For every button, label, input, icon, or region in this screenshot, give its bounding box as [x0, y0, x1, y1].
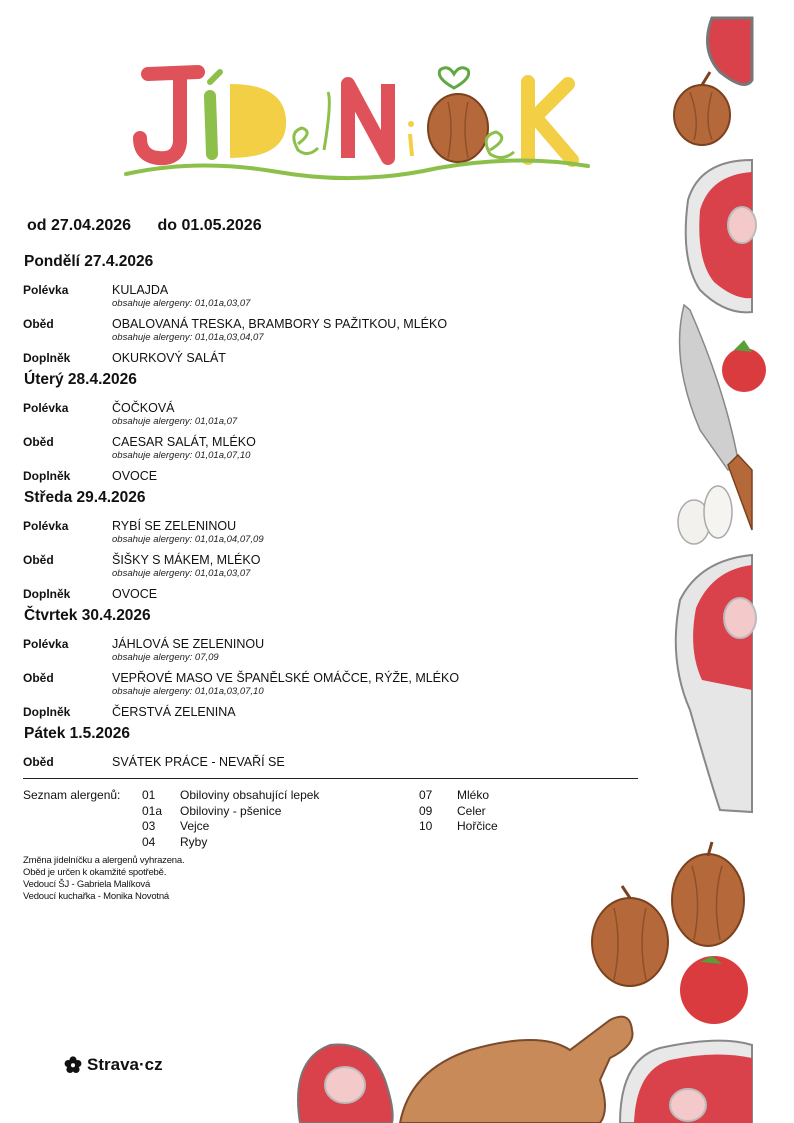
- meal-dish: OBALOVANÁ TRESKA, BRAMBORY S PAŽITKOU, MLÉKO: [112, 317, 448, 331]
- meal-dish: OVOCE: [112, 587, 158, 601]
- meal-row: [23, 670, 643, 698]
- date-from: od 27.04.2026: [27, 217, 132, 234]
- allergen-code: 10: [419, 819, 433, 833]
- allergen-legend-title: Seznam alergenů:: [23, 788, 121, 802]
- day-title: Středa 29.4.2026: [24, 489, 146, 506]
- garlic-illustration: [678, 486, 732, 544]
- knife-illustration: [680, 305, 752, 530]
- meal-dish: ČERSTVÁ ZELENINA: [112, 705, 236, 719]
- meal-allergens: obsahuje alergeny: 01,01a,07,10: [112, 450, 251, 461]
- strava-brand[interactable]: [64, 1055, 163, 1075]
- steak-illustration: [708, 18, 753, 85]
- meal-dish: CAESAR SALÁT, MLÉKO: [112, 435, 256, 449]
- cutting-board-illustration: [400, 1017, 633, 1123]
- meal-row: [23, 434, 643, 462]
- allergen-item: [419, 788, 498, 804]
- meal-row: [23, 282, 643, 310]
- allergen-name: Obiloviny obsahující lepek: [180, 788, 320, 802]
- allergen-item: [419, 804, 498, 820]
- meal-label: Doplněk: [23, 705, 71, 719]
- day-title: Pátek 1.5.2026: [24, 725, 131, 742]
- allergen-item: [419, 819, 498, 835]
- meal-label: Polévka: [23, 401, 69, 415]
- allergen-item: [142, 819, 319, 835]
- allergen-name: Hořčice: [457, 819, 498, 833]
- meal-row: [23, 400, 643, 428]
- allergen-code: 09: [419, 803, 433, 818]
- allergen-code: 01: [142, 788, 156, 802]
- note-line: Změna jídelníčku a alergenů vyhrazena.: [23, 855, 185, 866]
- date-range: [27, 217, 284, 235]
- day-section: [23, 370, 643, 484]
- meal-label: Doplněk: [23, 351, 71, 365]
- meal-label: Oběd: [23, 671, 54, 685]
- allergen-name: Obiloviny - pšenice: [180, 803, 282, 818]
- allergen-name: Vejce: [180, 819, 210, 833]
- flower-icon: [64, 1056, 82, 1074]
- allergen-code: 03: [142, 819, 156, 833]
- meal-dish: OKURKOVÝ SALÁT: [112, 351, 226, 365]
- meal-dish: SVÁTEK PRÁCE - NEVAŘÍ SE: [112, 755, 285, 769]
- meal-row: [23, 704, 643, 720]
- day-section: [23, 606, 643, 720]
- meal-label: Doplněk: [23, 469, 71, 483]
- meal-dish: ČOČKOVÁ: [112, 401, 175, 415]
- meal-row: [23, 518, 643, 546]
- meal-allergens: obsahuje alergeny: 01,01a,03,07: [112, 568, 251, 579]
- allergen-code: 04: [142, 834, 156, 849]
- allergen-name: Celer: [457, 803, 486, 818]
- meal-row: [23, 316, 643, 344]
- meal-label: Polévka: [23, 519, 69, 533]
- allergen-column: [419, 788, 498, 835]
- meal-allergens: obsahuje alergeny: 01,01a,03,04,07: [112, 332, 264, 343]
- meal-label: Doplněk: [23, 587, 71, 601]
- day-section: [23, 724, 643, 770]
- meal-label: Polévka: [23, 283, 69, 297]
- meal-label: Polévka: [23, 637, 69, 651]
- meal-dish: JÁHLOVÁ SE ZELENINOU: [112, 637, 265, 651]
- allergen-name: Ryby: [180, 834, 208, 849]
- meal-allergens: obsahuje alergeny: 01,01a,07: [112, 416, 238, 427]
- meal-dish: VEPŘOVÉ MASO VE ŠPANĚLSKÉ OMÁČCE, RÝŽE, MLÉKO: [112, 671, 460, 685]
- day-title: Pondělí 27.4.2026: [24, 253, 154, 270]
- day-title: Čtvrtek 30.4.2026: [24, 607, 151, 624]
- meal-dish: RYBÍ SE ZELENINOU: [112, 519, 237, 533]
- meal-allergens: obsahuje alergeny: 01,01a,03,07,10: [112, 686, 264, 697]
- meal-row: [23, 636, 643, 664]
- meal-allergens: obsahuje alergeny: 01,01a,03,07: [112, 298, 251, 309]
- allergen-name: Mléko: [457, 788, 490, 802]
- meal-dish: ŠIŠKY S MÁKEM, MLÉKO: [112, 553, 261, 567]
- tomato-illustration: [722, 340, 766, 392]
- onion-illustration: [674, 72, 730, 145]
- allergen-item: [142, 804, 319, 820]
- steak-illustration: [620, 1041, 752, 1123]
- meal-allergens: obsahuje alergeny: 01,01a,04,07,09: [112, 534, 264, 545]
- day-title: Úterý 28.4.2026: [24, 371, 137, 388]
- tomato-illustration: [680, 956, 748, 1024]
- meal-row: [23, 552, 643, 580]
- onion-illustration: [592, 886, 668, 986]
- allergen-code: 01a: [142, 803, 163, 818]
- note-line: Oběd je určen k okamžité spotřebě.: [23, 867, 167, 878]
- footer-notes: [23, 855, 184, 903]
- jidelnicek-logo: [118, 62, 598, 187]
- meal-label: Oběd: [23, 553, 54, 567]
- weekly-menu: [23, 252, 643, 774]
- day-section: [23, 252, 643, 366]
- meal-row: [23, 754, 643, 770]
- day-section: [23, 488, 643, 602]
- meal-label: Oběd: [23, 435, 54, 449]
- meal-row: [23, 586, 643, 602]
- note-line: Vedoucí ŠJ - Gabriela Malíková: [23, 879, 151, 890]
- note-line: Vedoucí kuchařka - Monika Novotná: [23, 891, 170, 902]
- onion-illustration: [672, 842, 744, 946]
- steak-illustration: [686, 160, 756, 312]
- allergen-column: [142, 788, 319, 850]
- allergen-item: [142, 788, 319, 804]
- divider: [23, 778, 638, 779]
- meal-label: Oběd: [23, 755, 54, 769]
- date-to: do 01.05.2026: [157, 217, 262, 234]
- steak-illustration: [676, 555, 756, 812]
- meal-dish: KULAJDA: [112, 283, 169, 297]
- allergen-code: 07: [419, 788, 433, 802]
- meal-allergens: obsahuje alergeny: 07,09: [112, 652, 219, 663]
- brand-name: Strava·cz: [87, 1055, 163, 1074]
- meal-row: [23, 468, 643, 484]
- meal-label: Oběd: [23, 317, 54, 331]
- steak-illustration: [298, 1044, 393, 1123]
- meal-dish: OVOCE: [112, 469, 158, 483]
- allergen-item: [142, 835, 319, 851]
- meal-row: [23, 350, 643, 366]
